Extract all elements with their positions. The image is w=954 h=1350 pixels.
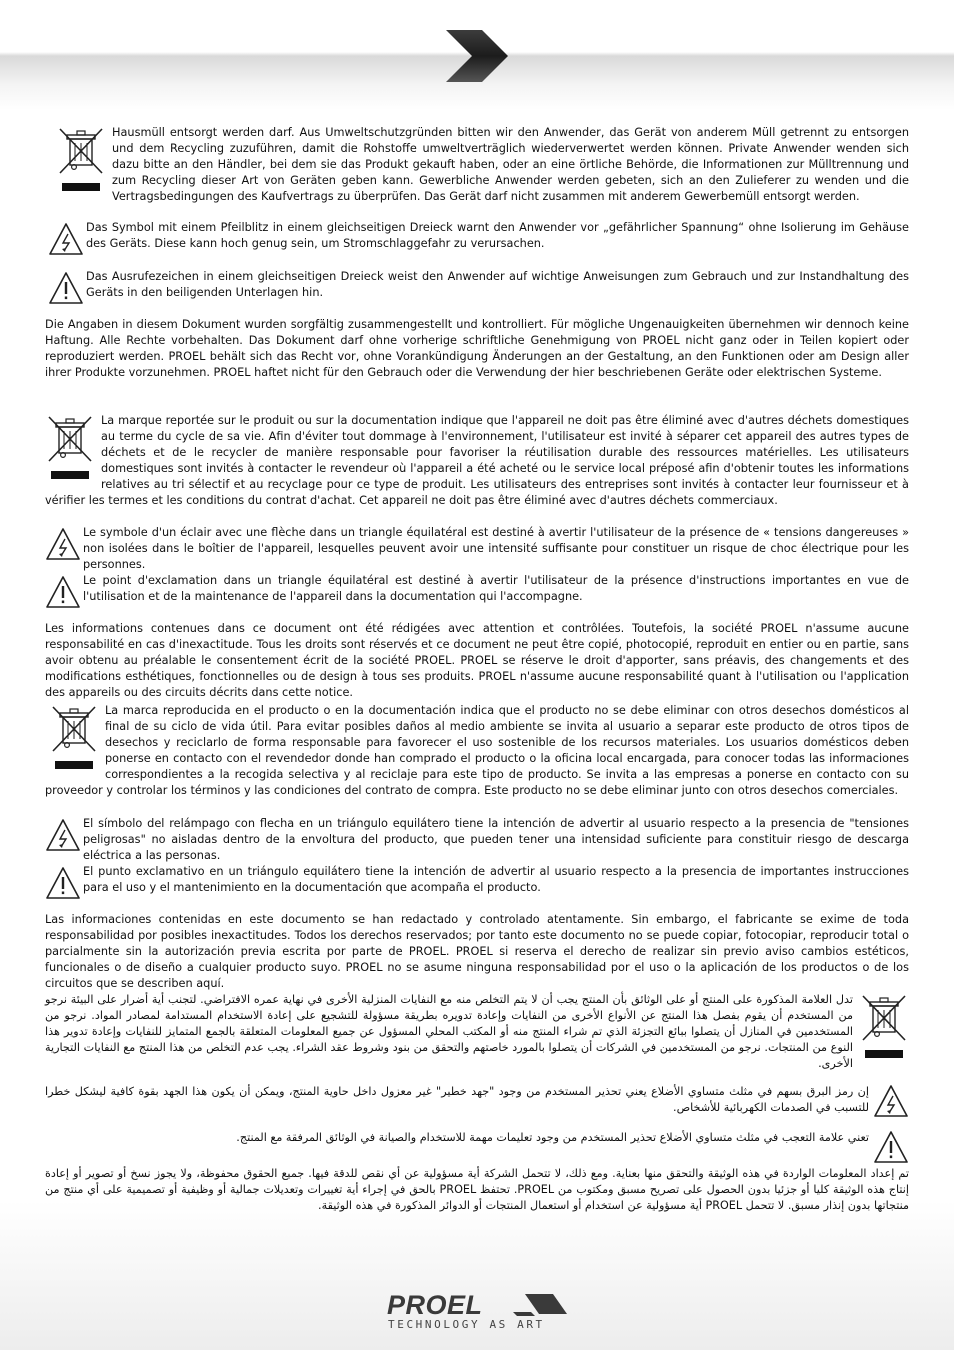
fr-disclaimer: Les informations contenues dans ce document ont été rédigées avec attention et contrôlées. Toutefois, la société PROEL n'assume aucune responsabilité en cas d'inexactitude. Tous les droits sont réservés et ce document ne peut être copié, photocopié, reproduit en entier ou en partie, sans avoir obtenu au préalable le consentement écrit de la société PROEL. PROEL se réserve le droit d'apporter, sans préavis, des changements et des modifications esthétiques, fonctionnelles ou de design à tous ses produits. PROEL n'assume aucune responsabilité quant à l'utilisation ou l'application des appareils ou des circuits décrits dans cette notice. [45,622,909,699]
de-weee-paragraph [50,125,909,205]
de-exclamation-paragraph [48,269,909,305]
de-voltage-paragraph [48,220,909,256]
es-disclaimer: Las informaciones contenidas en este documento se han redactado y controlado atentamente. Sin embargo, el fabricante se exime de toda responsabilidad por posibles inexactitudes. Todos los derechos reservados; por tanto este documento no se puede copiar, fotocopiar, reproducir total o parcialmente sin la autorización previa escrita por parte de PROEL. PROEL si reserva el derecho de realizar sin previo aviso cambios estéticos, funcionales o de diseño a cualquier producto suyo. PROEL no se asume ninguna responsabilidad por el uso o la aplicación de los productos o de los circuitos que se describen aquí. [45,913,909,990]
fr-voltage-paragraph [45,525,909,573]
ar-voltage-paragraph [45,1084,909,1118]
ar-voltage-text: إن رمز البرق بسهم في مثلث متساوي الأضلاع يعني تحذير المستخدم من وجود "جهد خطير" غير معزول داخل حاوية المنتج، ويمكن أن يكون هذا الجهد بقوة كافية ليشكل خطرا للتسبب في الصدمات الكهربائية للأشخاص. [45,1085,869,1114]
es-exclamation-paragraph [45,864,909,900]
crossed-bin-icon [49,703,99,771]
fr-exclamation-paragraph [45,573,909,609]
fr-weee-paragraph [45,413,909,509]
ar-exclamation-text: تعني علامة التعجب في مثلث متساوي الأضلاع تحذير المستخدم من وجود تعليمات مهمة للاستخدام والصيانة في الوثائق المرفقة مع المنتج. [236,1131,869,1144]
logo-slash-icon [525,1294,567,1314]
logo-tagline: TECHNOLOGY AS ART [388,1318,545,1331]
es-voltage-paragraph [45,816,909,864]
crossed-bin-icon [859,992,909,1060]
lightning-warning-icon [48,222,84,256]
lightning-warning-icon [873,1084,909,1118]
es-weee-paragraph [45,703,909,799]
lightning-warning-icon [45,818,81,852]
chevron-arrow-icon [444,28,510,84]
fr-weee-text: La marque reportée sur le produit ou sur la documentation indique que l'appareil ne doit pas être éliminé avec d'autres déchets domestiques au terme du cycle de sa vie. Afin d'éviter tout dommage à l'environnement, l'utilisateur est invité à séparer cet appareil des autres types de déchets et de le recycler de manière responsable pour favoriser la réutilisation durable des ressources matérielles. Les utilisateurs domestiques sont invités à contacter le revendeur où l'appareil a été acheté ou le service local préposé afin d'obtenir toutes les informations relatives au tri sélectif et au recyclage pour ce type de produit. Les utilisateurs des entreprises sont invités à contacter leur fournisseur et à vérifier les termes et les conditions du contrat d'achat. Cet appareil ne doit pas être éliminé avec d'autres déchets commerciaux. [45,414,909,507]
de-disclaimer: Die Angaben in diesem Dokument wurden sorgfältig zusammengestellt und kontrolliert. Für mögliche Ungenauigkeiten übernehmen wir dennoch keine Haftung. Alle Rechte vorbehalten. Das Dokument darf ohne vorherige schriftliche Genehmigung von PROEL nicht ganz oder in Teilen kopiert oder reproduziert werden. PROEL behält sich das Recht vor, ohne Vorankündigung Änderungen an der Gestaltung, an den Funktionen oder am Design aller ihrer Produkte vorzunehmen. PROEL haftet nicht für den Gebrauch oder die Verwendung der hier beschriebenen Geräte oder elektrischen Systeme. [45,318,909,379]
exclamation-warning-icon [45,575,81,609]
es-exclamation-text: El punto exclamativo en un triángulo equilátero tiene la intención de advertir al usuario respecto a la presencia de importantes instrucciones para el uso y el mantenimiento en la documentación que acompaña el producto. [83,865,909,894]
ar-disclaimer: تم إعداد المعلومات الواردة في هذه الوثيقة والتحقق منها بعناية. ومع ذلك، لا تتحمل الشركة أية مسؤولية عن أي نقص للدقة فيها. جميع الحقوق محفوظة، ولا يجوز نسخ أو تصوير أو إعادة إنتاج هذه الوثيقة كليا أو جزئيا بدون الحصول على تصريح مسبق ومكتوب من PROEL. تحتفظ PROEL بالحق في إجراء أية تغييرات وتعديلات جمالية أو وظيفية أو تصميمية على أي منتج من منتجاتها بدون إنذار مسبق. لا تتحمل PROEL أية مسؤولية عن استخدام أو استعمال المنتجات أو الدوائر المذكورة في هذه الوثيقة. [45,1167,909,1212]
ar-weee-text: تدل العلامة المذكورة على المنتج أو على الوثائق بأن المنتج يجب أن لا يتم التخلص منه مع النفايات المنزلية الأخرى في نهاية عمره الافتراضي. لتجنب أية أضرار على البيئة نرجو من المستخدم أن يقوم بفصل هذا المنتج عن الأنواع الأخرى من النفايات وإعادة تدويره بطريقة مسؤولة للتشجيع على إعادة الاستخدام المستدامة لمصادر المواد. نرجو من المستخدمين في المنازل أن يتصلوا ببائع التجزئة الذي تم شراء المنتج منه أو المكتب المحلي المسؤول عن جميع المعلومات المتعلقة بالجمع المتمايز للنفايات وإعادة تدوير هذا النوع من المنتجات. نرجو من المستخدمين في الشركات أن يتصلوا بالمورد خاصتهم والتحقق من بنود وشروط عقد الشراء. يجب عدم التخلص من هذا المنتج مع النفايات التجارية الأخرى. [45,993,853,1070]
es-weee-text: La marca reproducida en el producto o en la documentación indica que el producto no se debe eliminar con otros desechos domésticos al final de su ciclo de vida útil. Para evitar posibles daños al medio ambiente se invita al usuario a separar este producto de otros tipos de desechos y reciclarlo de forma responsable para favorecer el uso sostenible de los recursos materiales. Los usuarios domésticos deben ponerse en contacto con el revendedor donde han comprado el producto o la oficina local encargada, para conocer todas las informaciones correspondientes a la recogida selectiva y al reciclaje para este tipo de producto. Se invita a las empresas a ponerse en contacto con su proveedor y controlar los términos y las condiciones del contrato de compra. Este producto no se debe eliminar junto con otros desechos comerciales. [45,704,909,797]
de-weee-text: Hausmüll entsorgt werden darf. Aus Umweltschutzgründen bitten wir den Anwender, das Gerät von anderem Müll getrennt zu entsorgen und dem Recycling zuzuführen, damit die Rohstoffe umweltverträglich wiederverwertet werden können. Private Anwender wenden sich dazu bitte an den Händler, bei dem sie das Produkt gekauft haben, oder an eine örtliche Behörde, die Informationen zur Mülltrennung und zum Recycling dieser Art von Geräten geben kann. Gewerbliche Anwender werden gebeten, sich an den Zulieferer zu wenden und die Vertragsbedingungen des Kaufvertrags zu überprüfen. Das Gerät darf nicht zusammen mit anderem Gewerbemüll entsorgt werden. [112,126,909,203]
crossed-bin-icon [56,125,106,193]
logo-wordmark: PROEL [387,1290,483,1318]
exclamation-warning-icon [873,1130,909,1164]
exclamation-warning-icon [45,866,81,900]
ar-weee-paragraph [45,992,909,1072]
de-exclamation-text: Das Ausrufezeichen in einem gleichseitigen Dreieck weist den Anwender auf wichtige Anweisungen zum Gebrauch und zur Instandhaltung des Geräts in den beiligenden Unterlagen hin. [86,270,909,299]
ar-exclamation-paragraph [45,1130,909,1164]
proel-logo [385,1290,575,1318]
es-voltage-text: El símbolo del relámpago con flecha en un triángulo equilátero tiene la intención de advertir al usuario respecto a la presencia de "tensiones peligrosas" no aisladas dentro de la envoltura del producto, que pueden tener una intensidad suficiente para constituir riesgo de descarga eléctrica a las personas. [83,817,909,862]
crossed-bin-icon [45,413,95,481]
fr-exclamation-text: Le point d'exclamation dans un triangle équilatéral est destiné à avertir l'utilisateur de la présence d'instructions importantes en vue de l'utilisation et de la maintenance de l'appareil dans la documentation qui l'accompagne. [83,574,909,603]
de-voltage-text: Das Symbol mit einem Pfeilblitz in einem gleichseitigen Dreieck warnt den Anwender vor „gefährlicher Spannung“ ohne Isolierung im Gehäuse des Geräts. Diese kann hoch genug sein, um Stromschlaggefahr zu verursachen. [86,221,909,250]
lightning-warning-icon [45,527,81,561]
exclamation-warning-icon [48,271,84,305]
fr-voltage-text: Le symbole d'un éclair avec une flèche dans un triangle équilatéral est destiné à avertir l'utilisateur de la présence de « tensions dangereuses » non isolées dans le boîtier de l'appareil, lesquelles peuvent avoir une intensité suffisante pour constituer un risque de choc électrique pour les personnes. [83,526,909,571]
